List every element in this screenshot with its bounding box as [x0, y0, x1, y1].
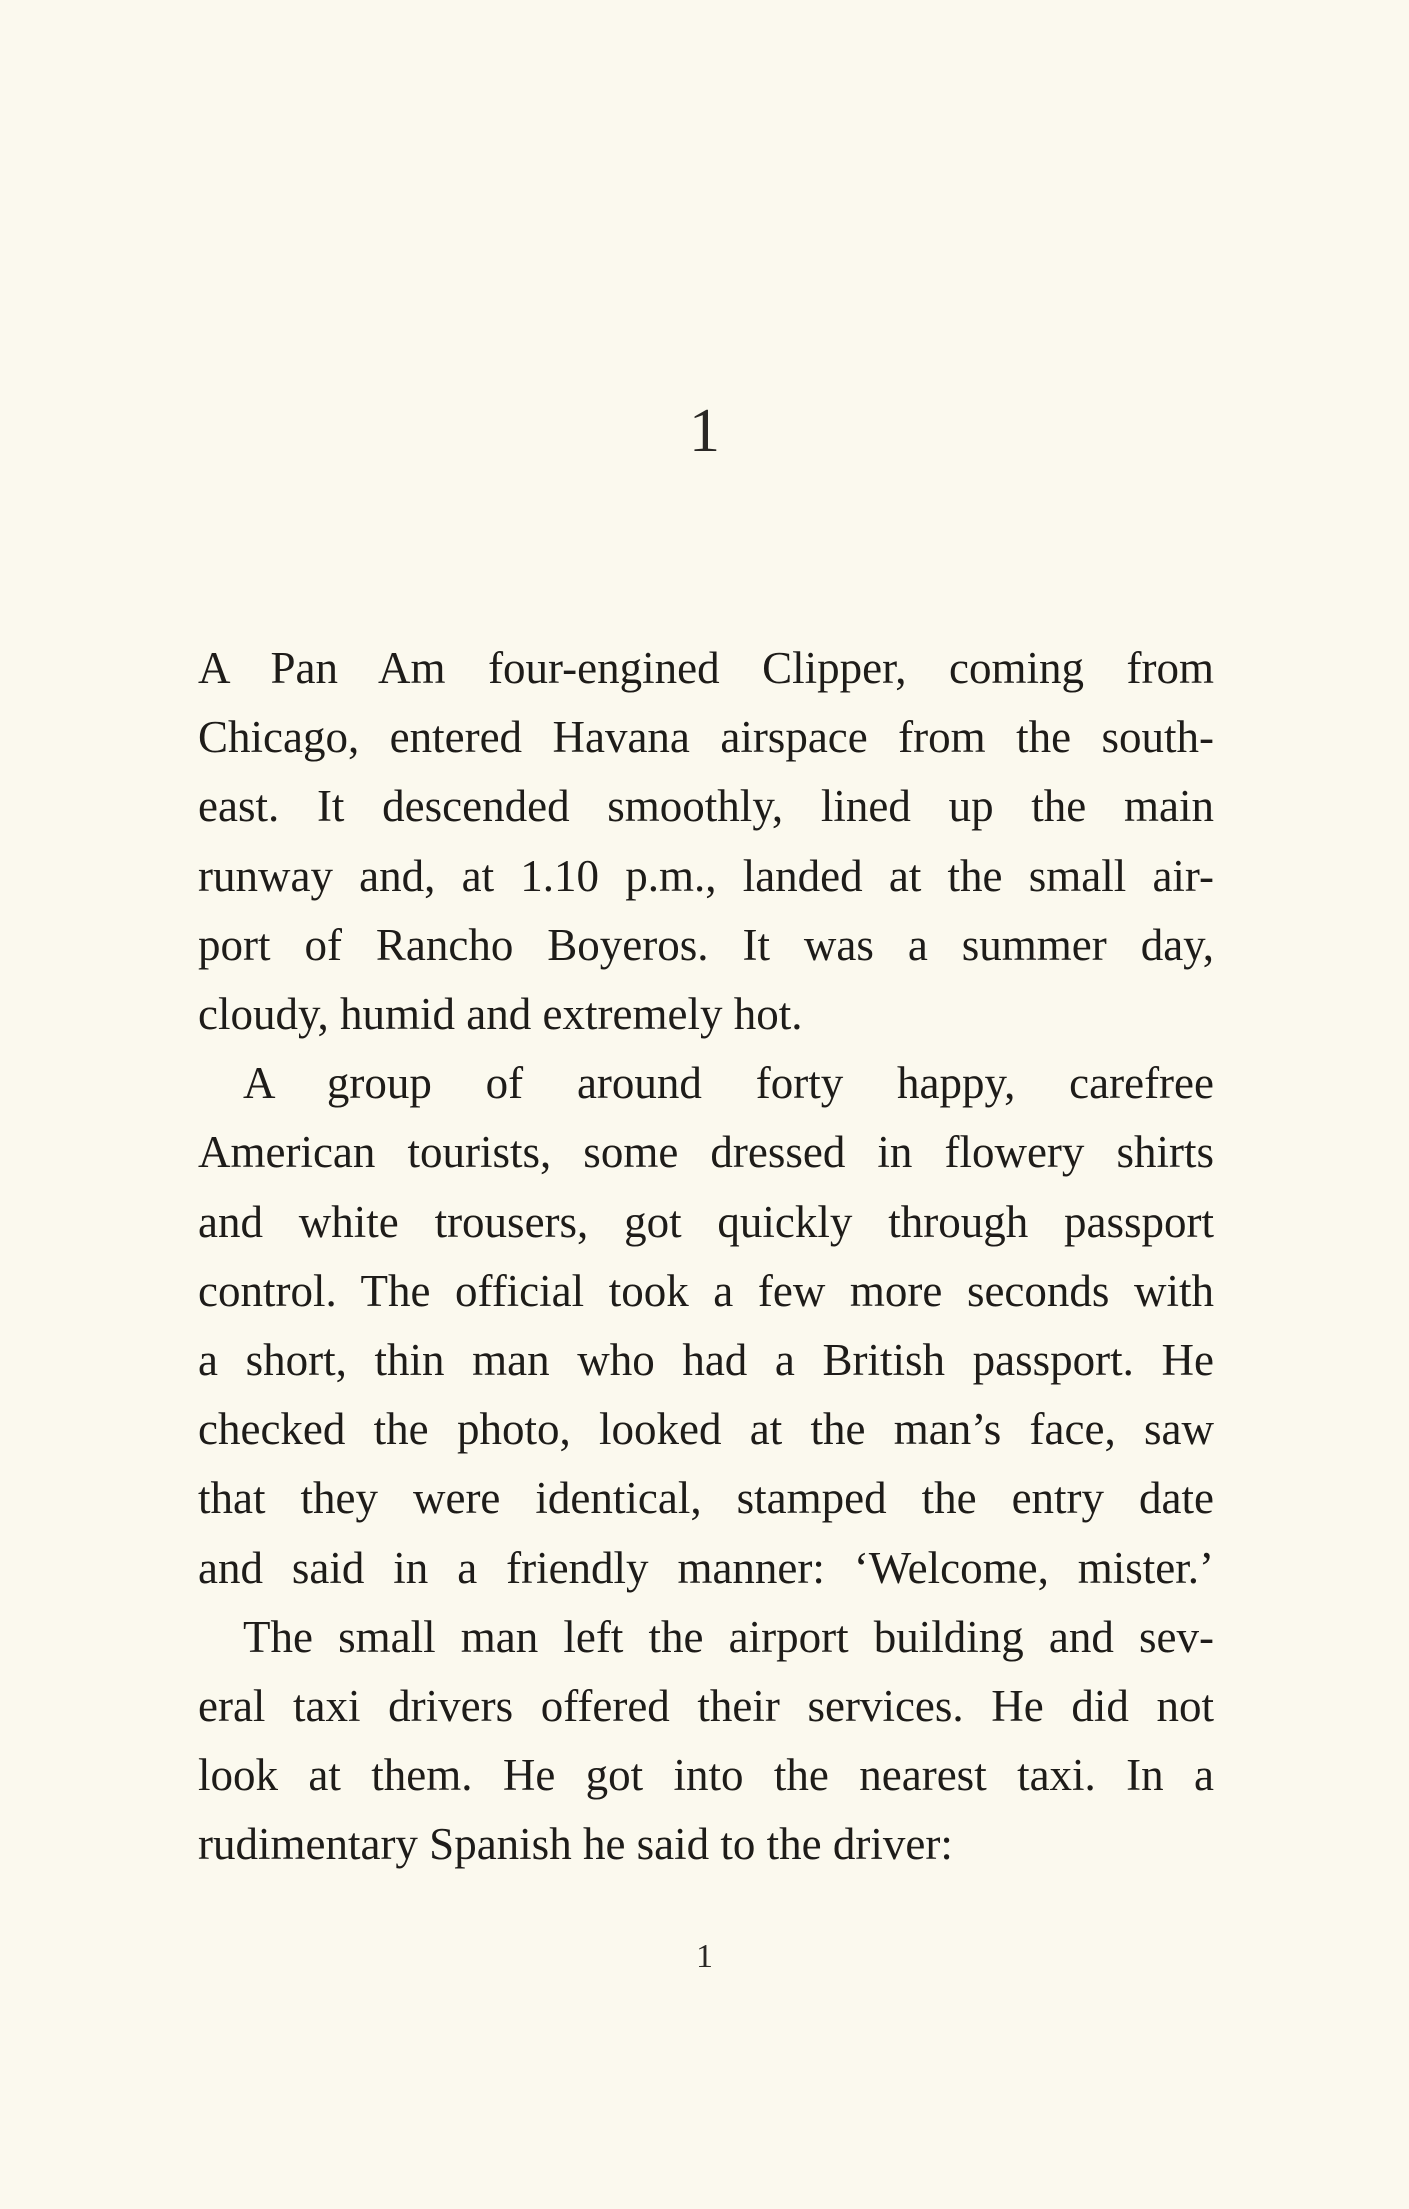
text-line: and white trousers, got quickly through passport	[198, 1196, 1214, 1247]
text-line: and said in a friendly manner: ‘Welcome, mister.’	[198, 1542, 1214, 1593]
paragraph-1	[198, 634, 1214, 1049]
text-line: Chicago, entered Havana airspace from the south-	[198, 712, 1214, 763]
text-line: The small man left the airport building and sev-	[243, 1611, 1214, 1662]
text-line: rudimentary Spanish he said to the driver:	[198, 1819, 953, 1870]
text-line: runway and, at 1.10 p.m., landed at the small air-	[198, 850, 1214, 901]
text-line: a short, thin man who had a British passport. He	[198, 1335, 1214, 1386]
text-line: look at them. He got into the nearest taxi. In a	[198, 1750, 1214, 1801]
text-line: east. It descended smoothly, lined up the main	[198, 781, 1214, 832]
chapter-number: 1	[689, 397, 720, 465]
text-line: American tourists, some dressed in flowery shirts	[198, 1127, 1214, 1178]
text-line: control. The official took a few more seconds with	[198, 1265, 1214, 1316]
body-text	[198, 634, 1214, 1880]
text-line: checked the photo, looked at the man’s face, saw	[198, 1404, 1214, 1455]
text-line: A group of around forty happy, carefree	[243, 1058, 1214, 1109]
text-line: that they were identical, stamped the entry date	[198, 1473, 1214, 1524]
paragraph-3	[198, 1603, 1214, 1880]
text-line: eral taxi drivers offered their services. He did not	[198, 1681, 1214, 1732]
paragraph-2	[198, 1049, 1214, 1603]
text-line: A Pan Am four-engined Clipper, coming from	[198, 643, 1214, 693]
text-line: cloudy, humid and extremely hot.	[198, 989, 803, 1040]
text-line: port of Rancho Boyeros. It was a summer day,	[198, 919, 1214, 970]
page-number: 1	[696, 1938, 713, 1975]
